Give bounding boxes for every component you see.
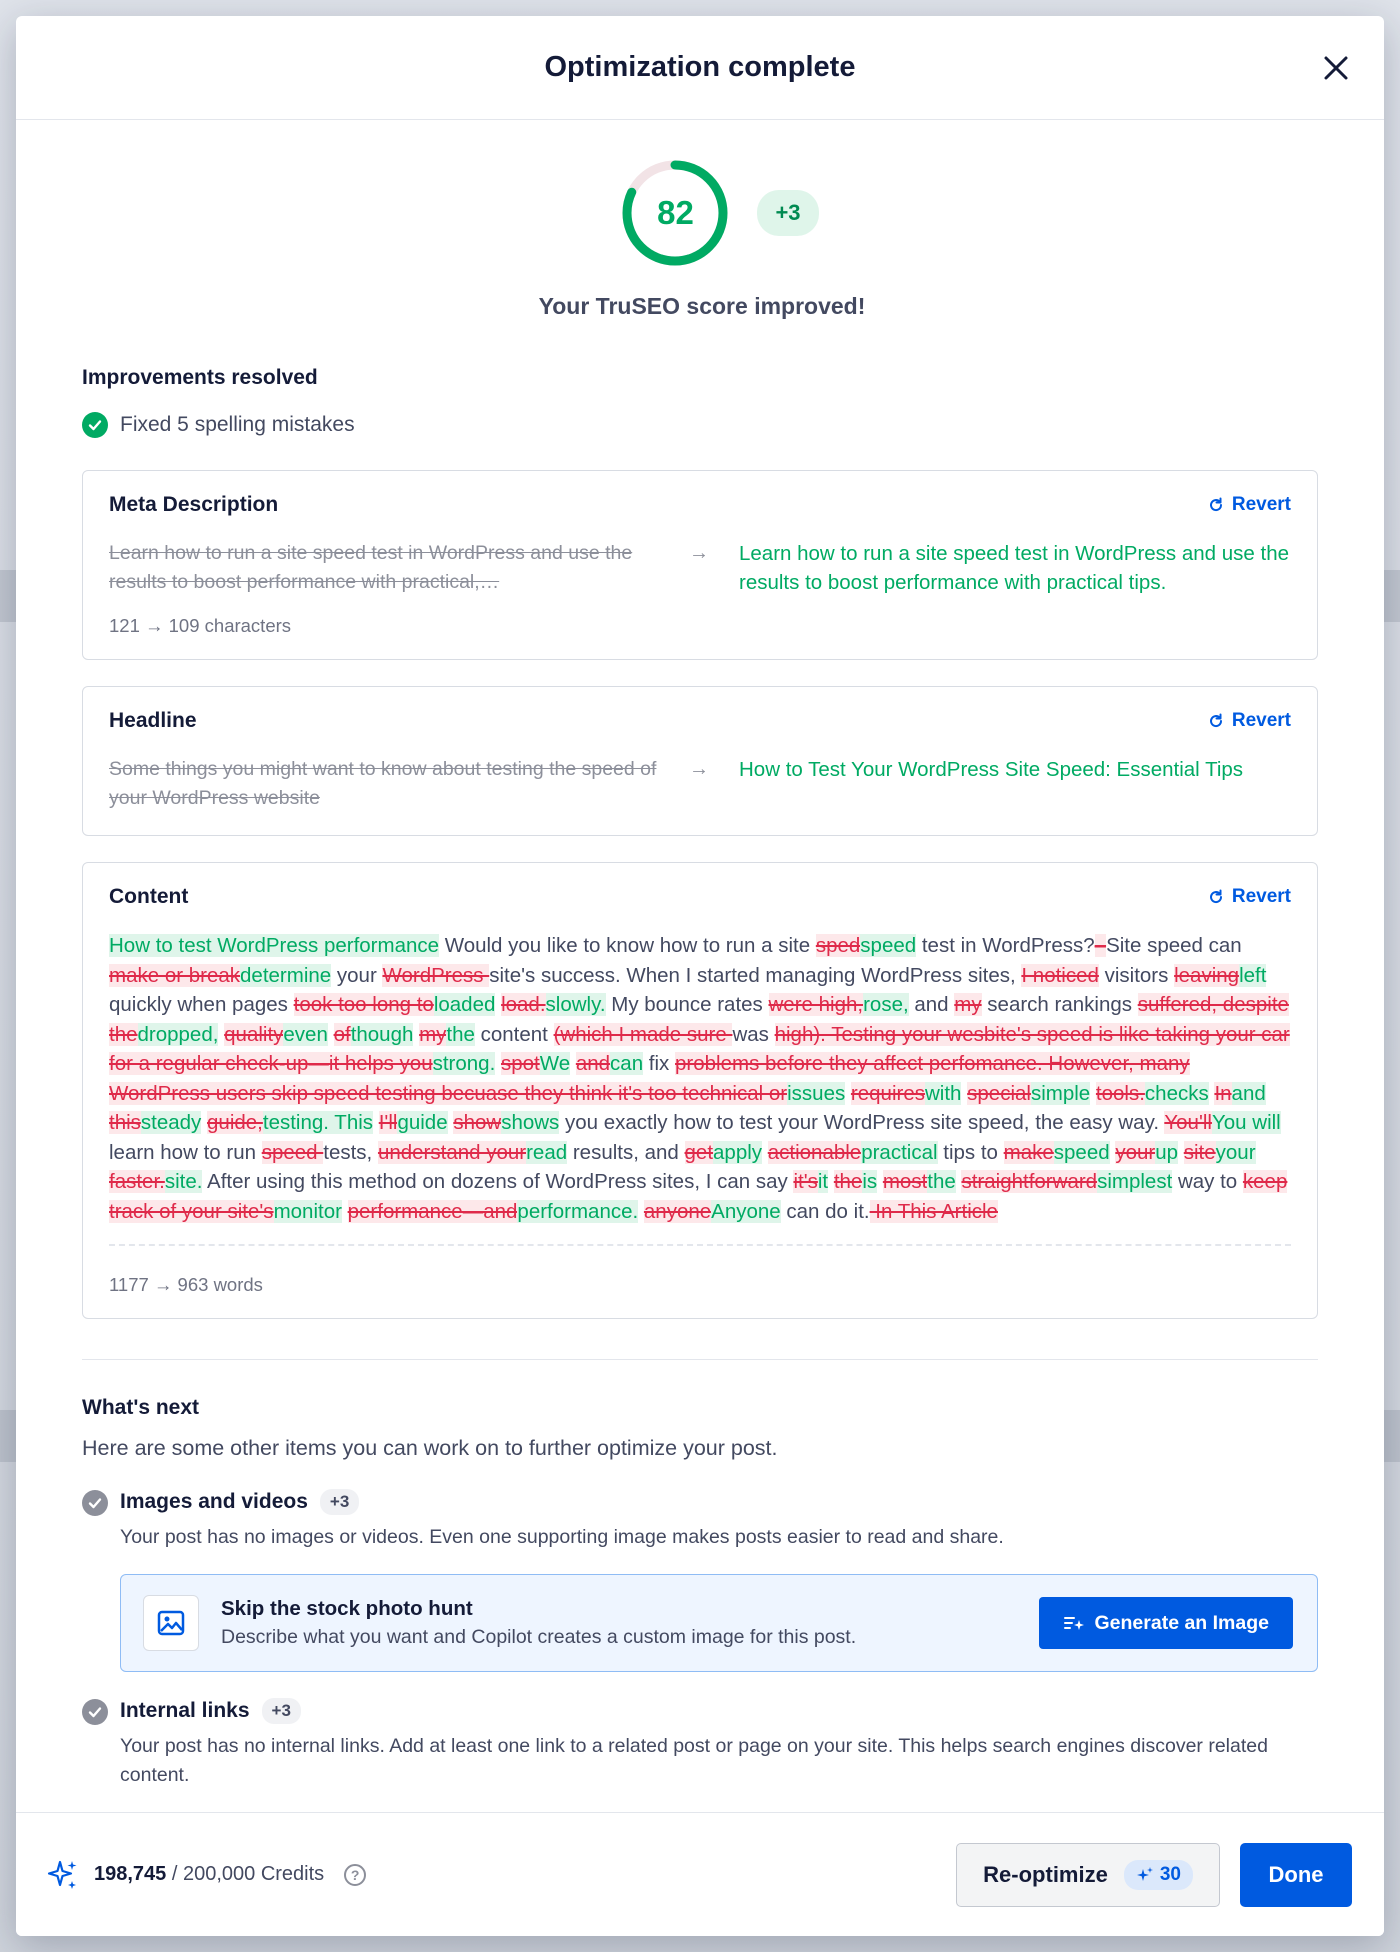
deleted-text: suffered, despite the [109,993,1289,1046]
inserted-text: your [1215,1140,1256,1164]
modal-header [16,16,1384,120]
modal-footer [16,1812,1384,1936]
inserted-text: guide [397,1111,448,1134]
unchanged-text: site's success. When I started managing WordPress sites, [489,963,1022,987]
deleted-text: quality [224,1022,284,1046]
deleted-text: leaving [1174,963,1240,987]
deleted-text: it's [793,1170,818,1193]
help-icon[interactable]: ? [344,1864,366,1886]
unchanged-text [1178,1141,1184,1164]
unchanged-text [373,1111,379,1134]
deleted-text: show [453,1111,502,1134]
done-button[interactable]: Done [1240,1843,1352,1907]
deleted-text: You'll [1164,1111,1212,1134]
check-circle-icon [82,412,108,438]
promo-description: Describe what you want and Copilot creates a custom image for this post. [221,1626,857,1648]
inserted-text: speed [1053,1140,1110,1164]
deleted-text: my [954,993,982,1016]
credit-cost-badge [1124,1860,1193,1890]
unchanged-text [877,1170,883,1193]
score-caption: Your TruSEO score improved! [538,293,866,319]
inserted-text: up [1155,1140,1179,1164]
task-description: Your post has no internal links. Add at least one link to a related post or page on your site. This helps search engines discover related content. [120,1735,1268,1786]
inserted-text: slowly. [545,993,606,1016]
deleted-text: straightforward [961,1170,1098,1193]
image-icon [143,1595,199,1651]
deleted-text: and [575,1052,611,1075]
optimization-modal [16,16,1384,1936]
meta-description-card [82,470,1318,660]
unchanged-text [762,1141,768,1164]
inserted-text: issues [787,1081,846,1105]
check-circle-icon [82,1699,108,1725]
deleted-text: speed [261,1140,324,1164]
deleted-text: your [1115,1140,1156,1164]
arrow-right-icon: → [689,542,709,564]
deleted-text: of [333,1022,351,1046]
inserted-text: You will [1211,1111,1281,1134]
deleted-text: faster. [109,1170,165,1193]
whats-next-subtitle: Here are some other items you can work on to further optimize your post. [82,1436,778,1460]
revert-label: Revert [1231,886,1291,907]
task-images-videos [82,1489,1318,1552]
deleted-text: (which I made sure [553,1022,733,1046]
credits-info [46,1858,366,1892]
card-title: Content [109,885,189,908]
deleted-text: this [109,1111,141,1134]
inserted-text: dropped, [137,1022,219,1046]
unchanged-text: was [732,1022,775,1046]
credits-used: 198,745 [94,1863,167,1885]
unchanged-text: test in WordPress? [916,934,1095,957]
unchanged-text: and [908,993,955,1016]
score-summary [82,159,1318,267]
inserted-text: and [1231,1081,1266,1105]
deleted-text: get [684,1140,714,1164]
deleted-text: I'll [378,1111,398,1134]
deleted-text: special [967,1081,1031,1105]
deleted-text: were high, [768,993,864,1016]
unchanged-text: your [331,963,383,987]
inserted-text: shows [501,1111,560,1134]
score-delta-badge: +3 [757,190,818,236]
improvements-title: Improvements resolved [82,366,318,389]
headline-card [82,686,1318,836]
task-description: Your post has no images or videos. Even one supporting image makes posts easier to read and share. [120,1526,1004,1548]
deleted-text: understand your [377,1140,527,1164]
inserted-text: rose, [863,993,909,1016]
unchanged-text [570,1052,576,1075]
revert-button[interactable] [1208,710,1291,732]
inserted-text: site. [164,1170,203,1193]
improvement-label: Fixed 5 spelling mistakes [120,413,355,436]
unchanged-text: quickly when pages [109,993,294,1016]
deleted-text: load. [501,993,546,1016]
deleted-text: make [1003,1140,1054,1164]
new-headline: How to Test Your WordPress Site Speed: Essential Tips [739,758,1244,781]
close-button[interactable] [1318,50,1354,86]
word-count: 1177 → 963 words [109,1274,263,1295]
deleted-text: performance—and [347,1199,518,1223]
inserted-text: We [539,1052,571,1075]
card-title: Headline [109,709,197,732]
content-card [82,862,1318,1319]
modal-title: Optimization complete [544,51,856,83]
inserted-text: practical [861,1140,938,1164]
score-gain-badge: +3 [262,1698,301,1724]
unchanged-text: results, and [567,1140,685,1164]
deleted-text: make or break [109,963,241,987]
unchanged-text: fix [643,1052,676,1075]
inserted-text: strong. [432,1052,496,1075]
new-meta-description: Learn how to run a site speed test in WordPress and use the results to boost performance with practical tips. [739,542,1290,594]
generate-image-promo [120,1574,1318,1672]
deleted-text: sped [815,934,861,957]
deleted-text: In [1214,1081,1232,1105]
inserted-text: loaded [433,993,496,1016]
character-count: 121 → 109 characters [109,615,292,636]
old-meta-description: Learn how to run a site speed test in WordPress and use the results to boost performance with practical,… [109,542,633,593]
unchanged-text: tests, [323,1140,378,1164]
deleted-text: I noticed [1021,963,1099,987]
credit-cost-value: 30 [1159,1863,1181,1885]
revert-icon [1208,889,1224,905]
inserted-text: the [927,1170,956,1193]
deleted-text: guide, [207,1111,263,1134]
old-headline: Some things you might want to know about testing the speed of your WordPress website [109,758,657,809]
deleted-text: site [1183,1140,1216,1164]
inserted-text: checks [1144,1081,1209,1105]
inserted-text: simple [1030,1081,1091,1105]
check-circle-icon [82,1490,108,1516]
unchanged-text: can do it. [780,1199,870,1223]
revert-icon [1208,713,1224,729]
deleted-text: spot [500,1052,540,1075]
deleted-text: requires [850,1081,925,1105]
revert-button[interactable] [1208,886,1291,908]
inserted-text: simplest [1097,1170,1173,1193]
close-icon [1323,55,1349,81]
deleted-text: high). Testing your wesbite's speed is like taking your car for a regular check-up—it helps you [109,1022,1290,1075]
sparkles-icon [46,1858,80,1892]
unchanged-text: visitors [1098,963,1175,987]
unchanged-text: way to [1172,1170,1243,1193]
unchanged-text [328,1023,334,1046]
reoptimize-button[interactable] [956,1843,1220,1907]
inserted-text: read [526,1140,568,1164]
score-value: 82 [657,194,694,231]
deleted-text: the [833,1170,863,1193]
unchanged-text: My bounce rates [605,993,769,1016]
inserted-text: monitor [273,1199,342,1223]
revert-label: Revert [1231,494,1291,515]
whats-next-title: What's next [82,1396,200,1419]
deleted-text: In This Article [869,1199,998,1223]
reoptimize-label: Re-optimize [983,1861,1108,1887]
task-internal-links [82,1698,1318,1790]
unchanged-text: After using this method on dozens of WordPress sites, I can say [202,1170,794,1193]
deleted-text: anyone [643,1199,712,1223]
inserted-text: the [446,1022,475,1046]
content-diff [109,931,1291,1246]
sparkle-icon [1136,1866,1154,1884]
score-gain-badge: +3 [320,1489,359,1515]
improvement-item [82,412,1318,438]
deleted-text: – [1094,934,1107,957]
revert-icon [1208,497,1224,513]
inserted-text: though [350,1022,414,1046]
inserted-text: determine [240,963,332,987]
inserted-text: it [817,1170,829,1193]
deleted-text: WordPress [382,963,490,987]
revert-label: Revert [1231,710,1291,731]
inserted-text: steady [140,1111,202,1134]
card-title: Meta Description [109,493,279,516]
inserted-text: with [924,1081,962,1105]
task-title: Images and videos [120,1490,308,1513]
unchanged-text: you exactly how to test your WordPress site speed, the easy way. [559,1111,1165,1134]
unchanged-text: content [474,1022,554,1046]
promo-title: Skip the stock photo hunt [221,1597,473,1620]
inserted-text: can [610,1052,644,1075]
unchanged-text: search rankings [981,993,1138,1016]
inserted-text: testing. This [262,1111,374,1134]
unchanged-text: Site speed can [1106,934,1242,957]
inserted-text: performance. [517,1199,639,1223]
unchanged-text [828,1170,834,1193]
deleted-text: actionable [767,1140,862,1164]
inserted-text: speed [860,934,917,957]
task-title: Internal links [120,1699,250,1722]
unchanged-text: learn how to run [109,1140,262,1164]
score-ring [621,159,729,267]
inserted-text: How to test WordPress performance [109,934,440,957]
deleted-text: keep track of your site's [109,1170,1288,1223]
generate-image-label: Generate an Image [1094,1611,1269,1634]
deleted-text: problems before they affect perfomance. However, many WordPress users skip speed testing becuase they think it's too technical or [109,1052,1190,1105]
sparkle-list-icon [1063,1613,1085,1633]
inserted-text: is [862,1170,878,1193]
deleted-text: most [882,1170,928,1193]
credits-total: / 200,000 Credits [171,1863,325,1885]
inserted-text: left [1239,963,1267,987]
arrow-right-icon: → [689,758,709,780]
section-divider [82,1359,1318,1360]
unchanged-text [342,1200,348,1223]
inserted-text: apply [713,1140,763,1164]
deleted-text: tools. [1095,1081,1145,1105]
unchanged-text: tips to [937,1140,1004,1164]
deleted-text: took too long to [293,993,434,1016]
unchanged-text: Would you like to know how to run a site [439,934,816,957]
revert-button[interactable] [1208,494,1291,516]
inserted-text: Anyone [711,1199,781,1223]
generate-image-button[interactable] [1039,1597,1294,1649]
inserted-text: even [283,1022,328,1046]
modal-body[interactable] [16,121,1384,1812]
deleted-text: my [419,1022,447,1046]
